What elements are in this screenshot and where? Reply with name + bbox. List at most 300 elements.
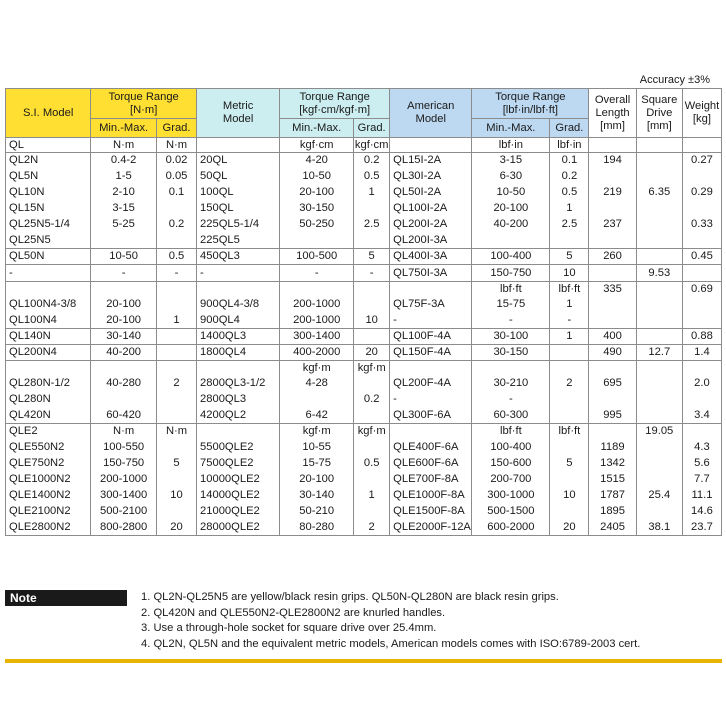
table-cell [6,282,91,297]
accuracy-note: Accuracy ±3% [639,74,710,86]
table-cell: 6.35 [636,185,682,201]
table-cell [91,233,157,249]
table-cell: 2.0 [682,376,721,392]
table-cell: QL140N [6,329,91,345]
table-cell: QLE750N2 [6,456,91,472]
table-cell: 20-100 [91,313,157,329]
table-cell: 30-210 [472,376,550,392]
table-cell: 4200QL2 [197,408,280,424]
table-cell [156,472,196,488]
table-cell: kgf·m [354,361,390,376]
table-cell: QLE1000N2 [6,472,91,488]
table-cell: 194 [589,153,636,169]
table-cell: 400 [589,329,636,345]
table-cell: 60-420 [91,408,157,424]
note-line: 3. Use a through-hole socket for square drive over 25.4mm. [141,622,437,634]
table-cell: 60-300 [472,408,550,424]
table-cell [636,456,682,472]
table-cell: kgf·cm [354,138,389,151]
table-cell: 20QL [197,153,280,169]
table-cell: QLE2 [6,424,91,440]
table-cell: 1 [550,329,589,345]
table-cell: 20 [156,520,196,536]
table-cell: QL15I-2A [390,153,472,169]
table-cell: 3.4 [682,408,721,424]
table-cell [156,392,196,408]
table-cell: 10000QLE2 [197,472,280,488]
table-cell [682,297,721,313]
table-cell: - [91,265,157,282]
table-cell: 7500QLE2 [197,456,280,472]
table-cell: 5.6 [682,456,721,472]
header-si-torque: Torque Range [N·m] [91,89,197,119]
table-cell [550,392,589,408]
table-cell: QL5N [6,169,91,185]
table-cell: 0.5 [354,169,390,185]
table-cell: 0.88 [682,329,721,345]
table-row [6,345,722,361]
table-header [6,89,722,138]
table-cell: QL150F-4A [390,345,472,361]
table-row [6,297,722,313]
table-cell [390,282,472,297]
table-cell: 38.1 [636,520,682,536]
table-cell: 3-15 [472,153,550,169]
table-cell [91,361,157,376]
table-row [6,265,722,282]
table-cell: 500-1500 [472,504,550,520]
table-cell: 0.1 [550,153,589,169]
table-cell: 50-210 [280,504,354,520]
table-cell [390,424,472,440]
table-cell: 14000QLE2 [197,488,280,504]
header-metric-minmax: Min.-Max. [280,119,354,138]
table-cell: 200-1000 [91,472,157,488]
table-row [6,408,722,424]
table-cell: 2 [156,376,196,392]
table-row [6,504,722,520]
table-cell: N·m [91,424,157,440]
table-cell [354,297,390,313]
table-cell: 900QL4-3/8 [197,297,280,313]
table-cell: 300-1400 [280,329,354,345]
table-cell [589,297,636,313]
table-cell [589,169,636,185]
table-cell: 100-400 [472,440,550,456]
table-cell [589,313,636,329]
table-cell: 40-200 [472,217,550,233]
table-row [6,520,722,536]
header-si-minmax: Min.-Max. [91,119,157,138]
table-cell: 150-750 [91,456,157,472]
table-cell: 0.27 [682,153,721,169]
table-cell [472,233,550,249]
table-cell: 0.02 [156,153,196,169]
table-cell [197,282,280,297]
bottom-rule [5,659,722,663]
table-cell: 1895 [589,504,636,520]
header-si-grad: Grad. [156,119,196,138]
table-cell: QL2N [6,153,91,169]
table-cell [156,361,196,376]
spec-table [5,88,722,536]
table-cell: 30-150 [472,345,550,361]
table-cell: 0.2 [156,217,196,233]
table-row [6,424,722,440]
table-cell: 21000QLE2 [197,504,280,520]
table-cell: 300-1400 [91,488,157,504]
table-cell [91,282,157,297]
table-cell: QL25N5-1/4 [6,217,91,233]
table-cell: QL300F-6A [390,408,472,424]
table-cell: 100-500 [280,249,354,265]
table-cell: N·m [156,138,196,153]
table-cell [636,329,682,345]
table-cell [636,153,682,169]
table-cell: QL200I-3A [390,233,472,249]
table-cell [156,233,196,249]
table-cell: 1342 [589,456,636,472]
table-cell [636,504,682,520]
table-cell [197,138,280,153]
table-cell: QL25N5 [6,233,91,249]
table-cell: 4-28 [280,376,354,392]
table-cell: 400-2000 [280,345,354,361]
table-cell: QL30I-2A [390,169,472,185]
table-cell [6,361,91,376]
table-cell: - [280,265,354,282]
table-cell [354,504,390,520]
table-cell: 9.53 [636,265,682,282]
header-american-torque: Torque Range [lbf·in/lbf·ft] [472,89,589,119]
table-cell: lbf·in [472,138,550,153]
table-cell: 1 [156,313,196,329]
note-line: 1. QL2N-QL25N5 are yellow/black resin grips. QL50N-QL280N are black resin grips. [141,591,559,603]
table-cell [682,361,721,376]
table-row [6,472,722,488]
table-cell: QLE1500F-8A [390,504,472,520]
table-cell: 1515 [589,472,636,488]
table-cell [354,440,390,456]
table-cell [636,201,682,217]
header-si-model: S.I. Model [6,89,91,138]
table-cell: - [6,265,91,282]
table-cell: QL100I-2A [390,201,472,217]
table-cell: 150QL [197,201,280,217]
table-cell: 10 [156,488,196,504]
table-cell [682,424,721,440]
table-cell: 5500QLE2 [197,440,280,456]
table-cell: QLE2000F-12A [390,520,472,536]
table-cell: 30-100 [472,329,550,345]
table-cell [354,282,390,297]
table-cell: 20-100 [91,297,157,313]
table-cell: 1 [550,297,589,313]
table-cell: 20 [550,520,589,536]
table-cell [156,440,196,456]
table-cell [636,249,682,265]
table-cell: 0.5 [550,185,589,201]
table-cell [354,472,390,488]
table-cell [589,233,636,249]
table-cell [550,233,589,249]
table-cell: 1 [354,488,390,504]
table-cell: QL200N4 [6,345,91,361]
table-cell [682,313,721,329]
table-cell: 15-75 [280,456,354,472]
table-cell: 100-550 [91,440,157,456]
table-cell: lbf·ft [550,282,589,297]
table-cell: lbf·ft [472,282,550,297]
table-cell [589,392,636,408]
table-cell: lbf·in [550,138,589,153]
table-cell: 10-50 [91,249,157,265]
note-line: 2. QL420N and QLE550N2-QLE2800N2 are knurled handles. [141,606,446,619]
table-row [6,392,722,408]
table-cell: 6-42 [280,408,354,424]
table-cell: 5 [354,249,390,265]
table-row [6,488,722,504]
table-cell [91,392,157,408]
table-cell [589,138,636,153]
table-cell: 0.5 [354,456,390,472]
table-cell [589,424,636,440]
table-cell: 2 [550,376,589,392]
table-cell: 225QL5-1/4 [197,217,280,233]
table-cell: QL200I-2A [390,217,472,233]
table-cell: 5 [550,249,589,265]
table-cell [156,329,196,345]
table-cell: 1 [354,185,390,201]
table-cell: QLE600F-6A [390,456,472,472]
table-cell [636,408,682,424]
table-cell [636,361,682,376]
table-cell [682,265,721,282]
table-cell [636,392,682,408]
table-cell: 200-1000 [280,297,354,313]
table-cell: 2800QL3-1/2 [197,376,280,392]
table-cell: 300-1000 [472,488,550,504]
table-cell: - [156,265,196,282]
table-row [6,329,722,345]
table-cell: 0.1 [156,185,196,201]
table-cell: 0.05 [156,169,196,185]
table-cell [550,440,589,456]
table-cell: 500-2100 [91,504,157,520]
table-row [6,201,722,217]
table-cell: QL50N [6,249,91,265]
table-cell: 2 [354,520,390,536]
header-metric-torque: Torque Range [kgf·cm/kgf·m] [280,89,390,119]
table-cell: 1800QL4 [197,345,280,361]
table-cell: lbf·ft [550,424,589,440]
table-cell: - [550,313,589,329]
table-cell: 50-250 [280,217,354,233]
table-cell: QL50I-2A [390,185,472,201]
table-cell [550,472,589,488]
table-cell: QL750I-3A [390,265,472,282]
table-cell [682,138,721,153]
table-cell: 80-280 [280,520,354,536]
table-cell [354,201,390,217]
table-cell: 10 [550,488,589,504]
table-cell: 100-400 [472,249,550,265]
table-cell [636,297,682,313]
table-cell: 1787 [589,488,636,504]
table-cell: 900QL4 [197,313,280,329]
table-cell: 0.5 [156,249,196,265]
table-cell [280,392,354,408]
table-cell: - [354,265,390,282]
table-cell [390,138,472,153]
table-cell: - [472,313,550,329]
table-cell: 10 [550,265,589,282]
table-cell: - [390,392,472,408]
table-cell: QL75F-3A [390,297,472,313]
table-row [6,313,722,329]
table-cell [354,233,390,249]
table-cell: 1.4 [682,345,721,361]
header-weight: Weight [kg] [682,89,721,138]
table-cell: QL100N4 [6,313,91,329]
table-cell [550,361,589,376]
table-cell: 995 [589,408,636,424]
table-cell: kgf·cm [280,138,354,153]
table-cell: 225QL5 [197,233,280,249]
note-label: Note [5,590,127,606]
table-row [6,282,722,297]
table-cell: 1400QL3 [197,329,280,345]
table-row [6,249,722,265]
table-cell [280,233,354,249]
table-cell: kgf·m [280,361,354,376]
table-cell: 30-140 [91,329,157,345]
table-cell: 3-15 [91,201,157,217]
table-cell [636,376,682,392]
table-cell [636,217,682,233]
table-cell [472,361,550,376]
table-cell: 11.1 [682,488,721,504]
header-american-minmax: Min.-Max. [472,119,550,138]
table-cell: QLE550N2 [6,440,91,456]
table-cell: - [472,392,550,408]
table-cell: 28000QLE2 [197,520,280,536]
table-cell: 600-2000 [472,520,550,536]
table-cell: QL100F-4A [390,329,472,345]
table-cell: 0.2 [550,169,589,185]
table-row [6,153,722,169]
table-cell: 1189 [589,440,636,456]
table-cell: 2.5 [354,217,390,233]
table-cell [280,282,354,297]
table-cell: 4-20 [280,153,354,169]
table-cell: 219 [589,185,636,201]
table-cell [354,376,390,392]
table-body [6,138,722,536]
table-cell: 30-140 [280,488,354,504]
table-cell: 40-280 [91,376,157,392]
header-square-drive: Square Drive [mm] [636,89,682,138]
table-cell [156,408,196,424]
table-cell: 20-100 [280,472,354,488]
table-cell [636,138,682,153]
table-cell: 7.7 [682,472,721,488]
table-row [6,233,722,249]
table-cell: N·m [156,424,196,440]
table-cell: 19.05 [636,424,682,440]
table-cell: 2800QL3 [197,392,280,408]
table-cell: 237 [589,217,636,233]
table-cell: 15-75 [472,297,550,313]
table-cell [636,169,682,185]
table-cell [682,169,721,185]
table-cell: kgf·m [280,424,354,440]
table-row [6,185,722,201]
table-cell: 695 [589,376,636,392]
table-cell: QL10N [6,185,91,201]
table-row [6,361,722,376]
table-cell: 0.69 [682,282,721,297]
table-cell: QLE400F-6A [390,440,472,456]
table-cell [636,440,682,456]
table-cell: 2.5 [550,217,589,233]
table-cell: 200-1000 [280,313,354,329]
table-cell [156,297,196,313]
table-cell [390,361,472,376]
table-cell: 5 [550,456,589,472]
table-cell [156,282,196,297]
table-cell: N·m [91,138,157,153]
table-cell: QLE2800N2 [6,520,91,536]
table-cell [197,424,280,440]
table-cell [354,329,390,345]
table-cell: 150-750 [472,265,550,282]
table-cell: 260 [589,249,636,265]
table-cell: 5 [156,456,196,472]
table-cell: QL400I-3A [390,249,472,265]
table-cell: 14.6 [682,504,721,520]
table-row [6,217,722,233]
table-cell: 5-25 [91,217,157,233]
table-cell: 4.3 [682,440,721,456]
table-cell: 20-100 [280,185,354,201]
table-cell [589,361,636,376]
table-cell [636,233,682,249]
header-overall-length: Overall Length [mm] [589,89,636,138]
table-cell [682,233,721,249]
table-cell: QL15N [6,201,91,217]
table-cell: QL100N4-3/8 [6,297,91,313]
table-cell [682,392,721,408]
table-cell [682,201,721,217]
table-cell: QL280N-1/2 [6,376,91,392]
table-cell [550,345,589,361]
table-cell: QL [6,138,91,153]
table-cell: 0.33 [682,217,721,233]
table-cell: QL280N [6,392,91,408]
table-cell: 200-700 [472,472,550,488]
table-cell: - [390,313,472,329]
table-cell [197,361,280,376]
table-cell: 10-55 [280,440,354,456]
table-cell: 12.7 [636,345,682,361]
table-cell: 50QL [197,169,280,185]
header-american-model: American Model [390,89,472,138]
note-line: 4. QL2N, QL5N and the equivalent metric models, American models comes with ISO:6789-2003 cert. [141,637,641,650]
table-row [6,440,722,456]
table-cell: 2-10 [91,185,157,201]
table-cell: 100QL [197,185,280,201]
